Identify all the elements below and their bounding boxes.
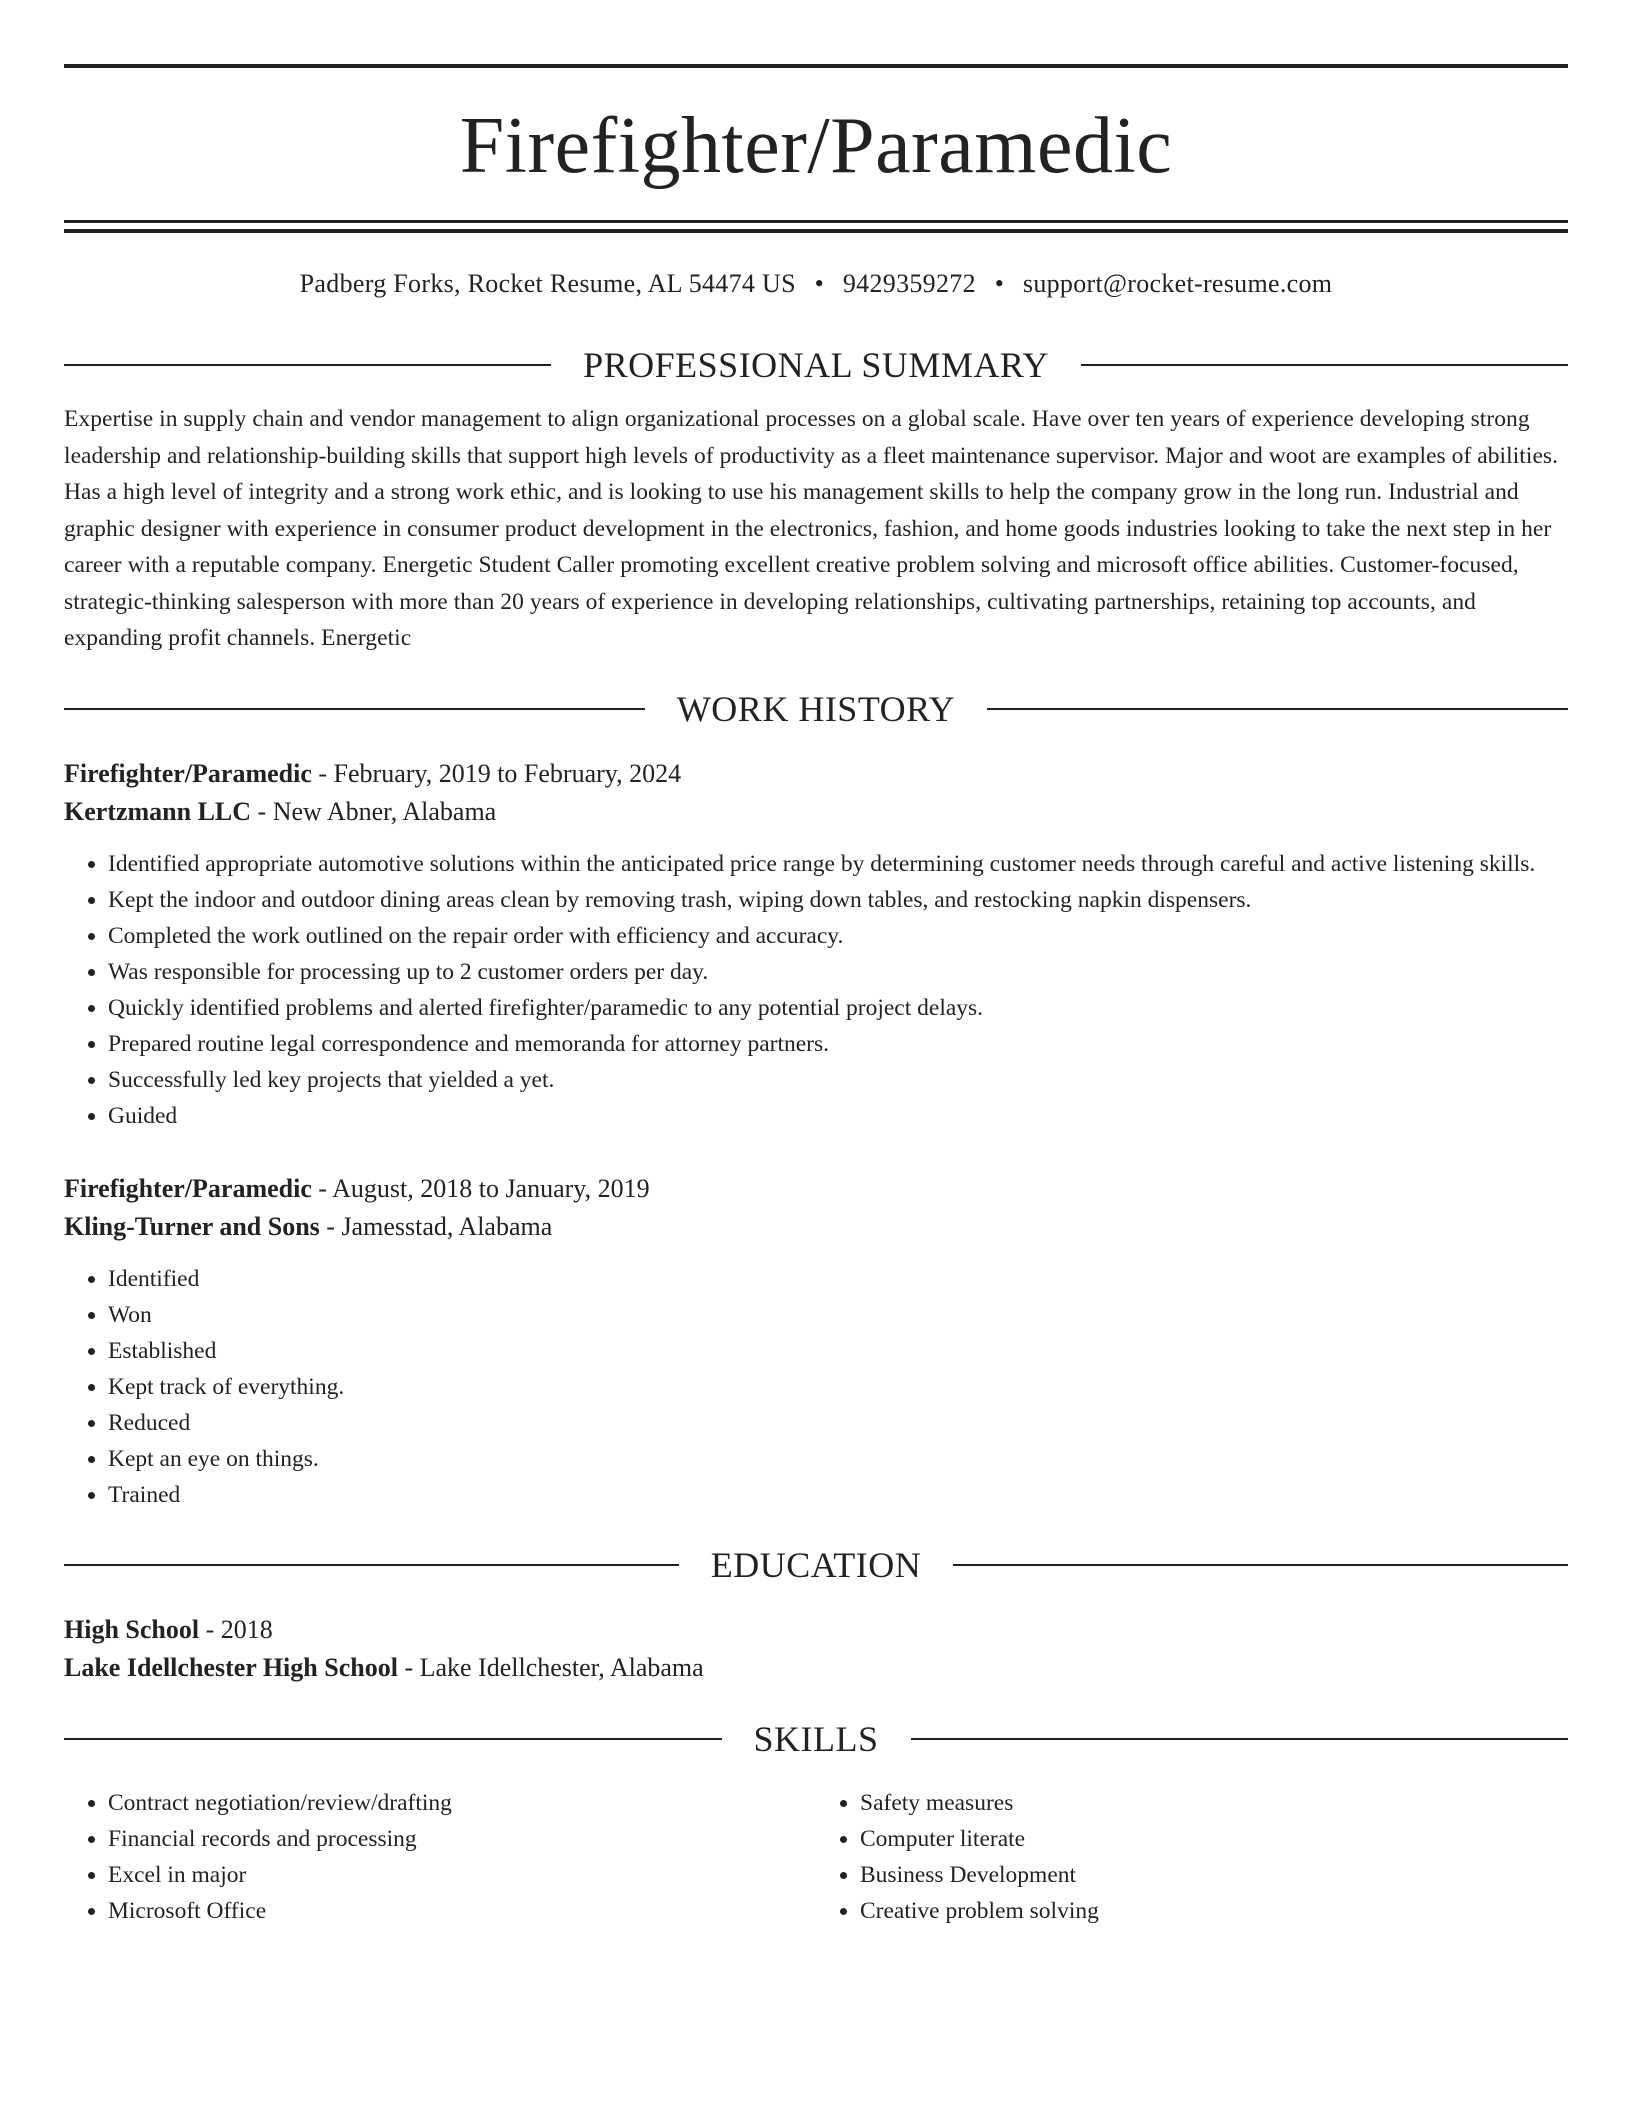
job-bullets (64, 1261, 1568, 1513)
summary-heading-text: PROFESSIONAL SUMMARY (583, 345, 1049, 385)
job-company-line (64, 1208, 1568, 1246)
list-item: • Kept the indoor and outdoor dining areas clean by removing trash, wiping down tables, and restocking napkin dispensers. (108, 882, 1568, 918)
job-company-line (64, 793, 1568, 831)
education-degree: High School (64, 1614, 200, 1644)
job-title-line (64, 1170, 1568, 1208)
skills-list-right (816, 1785, 1568, 1929)
contact-address: Padberg Forks, Rocket Resume, AL 54474 US (299, 269, 796, 298)
skills-columns (64, 1785, 1568, 1929)
skills-list-left (64, 1785, 816, 1929)
resume-name: Firefighter/Paramedic (459, 102, 1173, 190)
list-item: • Identified (108, 1261, 1568, 1297)
list-item: • Was responsible for processing up to 2 customer orders per day. (108, 954, 1568, 990)
list-item: • Computer literate (860, 1821, 1568, 1857)
name-rule-lower (64, 229, 1568, 233)
education-year: - 2018 (199, 1614, 273, 1644)
contact-separator: • (994, 269, 1005, 298)
education-entry (64, 1611, 1568, 1687)
education-heading-text: EDUCATION (710, 1544, 922, 1585)
list-item: • Prepared routine legal correspondence and memoranda for attorney partners. (108, 1026, 1568, 1062)
list-item: • Kept an eye on things. (108, 1441, 1568, 1477)
work-heading-text: WORK HISTORY (676, 688, 956, 729)
list-item: • Successfully led key projects that yielded a yet. (108, 1062, 1568, 1098)
work-heading (64, 687, 1568, 731)
contact-phone: 9429359272 (842, 269, 976, 298)
list-item: • Quickly identified problems and alerted firefighter/paramedic to any potential project delays. (108, 990, 1568, 1026)
list-item: • Guided (108, 1098, 1568, 1134)
list-item: • Reduced (108, 1405, 1568, 1441)
job-title: Firefighter/Paramedic (64, 758, 312, 788)
top-rule (64, 64, 1568, 68)
heading-rule-right (911, 1738, 1569, 1740)
list-item: • Established (108, 1333, 1568, 1369)
job-entry-2 (64, 1170, 1568, 1513)
list-item: • Contract negotiation/review/drafting (108, 1785, 816, 1821)
job-dates: - February, 2019 to February, 2024 (311, 758, 682, 788)
job-bullets (64, 846, 1568, 1134)
heading-rule-left (64, 1738, 722, 1740)
skills-heading (64, 1717, 1568, 1761)
list-item: • Microsoft Office (108, 1893, 816, 1929)
heading-rule-left (64, 364, 551, 366)
resume-page (64, 64, 1568, 1929)
summary-text: Expertise in supply chain and vendor management to align organizational processes on a global scale. Have over ten years of experience developing strong leadership and relationship-building skills that support high levels of productivity as a fleet maintenance supervisor. Major and woot are examples of abilities. Has a high level of integrity and a strong work ethic, and is looking to use his management skills to help the company grow in the long run. Industrial and graphic designer with experience in consumer product development in the electronics, fashion, and home goods industries looking to take the next step in her career with a reputable company. Energetic Student Caller promoting excellent creative problem solving and microsoft office abilities. Customer-focused, strategic-thinking salesperson with more than 20 years of experience in developing relationships, cultivating partnerships, retaining top accounts, and expanding profit channels. Energetic (64, 406, 1559, 651)
job-title: Firefighter/Paramedic (64, 1173, 312, 1203)
list-item: • Trained (108, 1477, 1568, 1513)
job-location: - New Abner, Alabama (251, 796, 497, 826)
list-item: • Won (108, 1297, 1568, 1333)
job-company: Kertzmann LLC (64, 796, 252, 826)
skills-heading-text: SKILLS (753, 1718, 879, 1759)
education-location: - Lake Idellchester, Alabama (397, 1652, 704, 1682)
job-company: Kling-Turner and Sons (64, 1211, 320, 1241)
name-rule-upper (64, 220, 1568, 223)
contact-line (64, 267, 1568, 301)
job-entry-1 (64, 755, 1568, 1134)
heading-rule-right (1081, 364, 1568, 366)
job-dates: - August, 2018 to January, 2019 (311, 1173, 650, 1203)
contact-separator: • (814, 269, 825, 298)
list-item: • Safety measures (860, 1785, 1568, 1821)
education-school: Lake Idellchester High School (64, 1652, 398, 1682)
contact-email: support@rocket-resume.com (1022, 269, 1333, 298)
list-item: • Kept track of everything. (108, 1369, 1568, 1405)
list-item: • Identified appropriate automotive solutions within the anticipated price range by determining customer needs through careful and active listening skills. (108, 846, 1568, 882)
job-title-line (64, 755, 1568, 793)
job-location: - Jamesstad, Alabama (319, 1211, 553, 1241)
summary-heading (64, 343, 1568, 387)
list-item: • Business Development (860, 1857, 1568, 1893)
heading-rule-left (64, 708, 645, 710)
list-item: • Completed the work outlined on the repair order with efficiency and accuracy. (108, 918, 1568, 954)
education-heading (64, 1543, 1568, 1587)
heading-rule-right (987, 708, 1568, 710)
education-school-line (64, 1649, 1568, 1687)
list-item: • Financial records and processing (108, 1821, 816, 1857)
heading-rule-right (953, 1564, 1568, 1566)
heading-rule-left (64, 1564, 679, 1566)
list-item: • Creative problem solving (860, 1893, 1568, 1929)
list-item: • Excel in major (108, 1857, 816, 1893)
education-degree-line (64, 1611, 1568, 1649)
